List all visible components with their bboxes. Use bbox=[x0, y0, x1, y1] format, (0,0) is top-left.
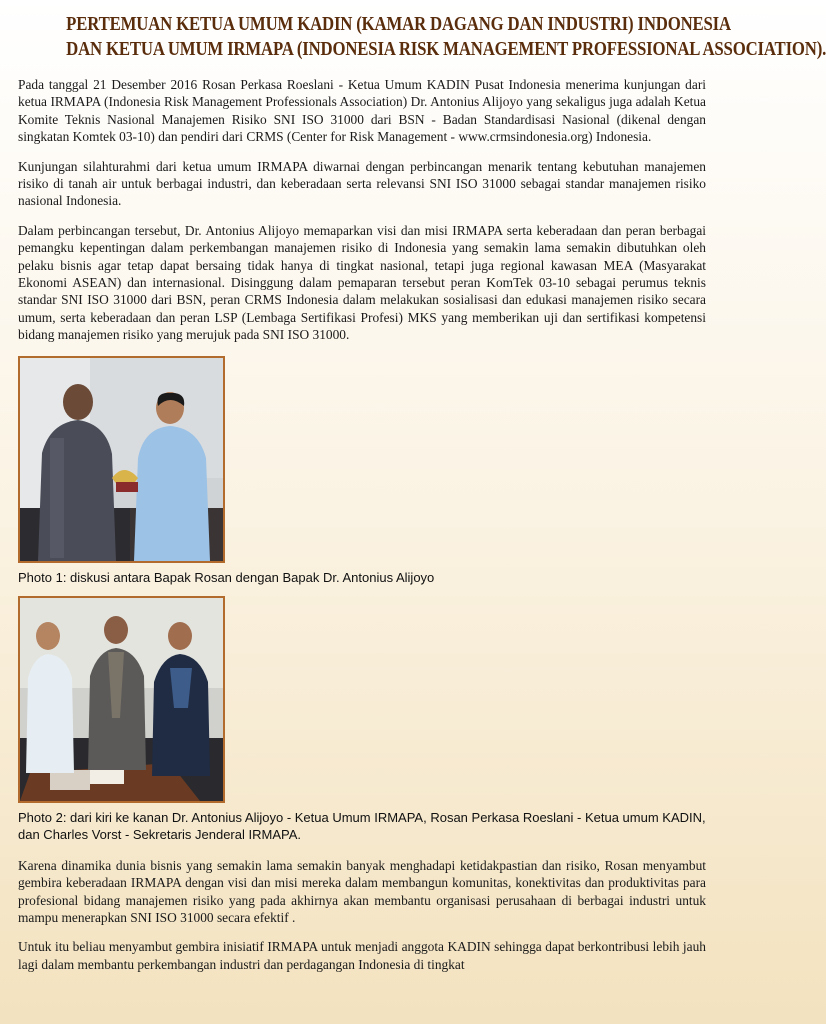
paragraph-5: Untuk itu beliau menyambut gembira inisiatif IRMAPA untuk menjadi anggota KADIN sehingga dapat berkontribusi lebih jauh lagi dalam membantu perkembangan industri dan perdagangan Indonesia di tingkat bbox=[18, 939, 706, 972]
photo-2 bbox=[18, 596, 225, 803]
photo-2-caption: Photo 2: dari kiri ke kanan Dr. Antonius Alijoyo - Ketua Umum IRMAPA, Rosan Perkasa Roeslani - Ketua umum KADIN, dan Charles Vorst - Sekretaris Jenderal IRMAPA. bbox=[18, 809, 706, 842]
paragraph-1: Pada tanggal 21 Desember 2016 Rosan Perkasa Roeslani - Ketua Umum KADIN Pusat Indonesia menerima kunjungan dari ketua IRMAPA (Indonesia Risk Management Professionals Association) Dr. Antonius Alijoyo yang sekaligus juga adalah Ketua Komite Teknis Nasional Manajemen Risiko SNI ISO 31000 dari BSN - Badan Standardisasi Nasional (dikenal dengan singkatan Komtek 03-10) dan pendiri dari CRMS (Center for Risk Management - www.crmsindonesia.org) Indonesia. bbox=[18, 77, 706, 145]
photo-1-caption: Photo 1: diskusi antara Bapak Rosan dengan Bapak Dr. Antonius Alijoyo bbox=[18, 569, 435, 585]
photo-1 bbox=[18, 356, 225, 563]
paragraph-3: Dalam perbincangan tersebut, Dr. Antonius Alijoyo memaparkan visi dan misi IRMAPA serta keberadaan dan peran berbagai pemangku kepentingan dalam perkembangan manajemen risiko di Indonesia yang semakin lama semakin dibutuhkan oleh pelaku bisnis agar tetap dapat bersaing tidak hanya di tingkat nasional, tetapi juga regional kawasan MEA (Masyarakat Ekonomi ASEAN) dan internasional. Disinggung dalam pemaparan tersebut peran KomTek 03-10 sebagai perumus teknis standar SNI ISO 31000 dari BSN, peran CRMS Indonesia dalam melakukan sosialisasi dan edukasi manajemen risiko secara umum, serta keberadaan dan peran LSP (Lembaga Sertifikasi Profesi) MKS yang memberikan uji dan sertifikasi kompetensi bidang manajemen risiko yang merujuk pada SNI ISO 31000. bbox=[18, 222, 706, 343]
article-title bbox=[66, 12, 826, 62]
photo-1-image bbox=[20, 358, 223, 561]
paragraph-2: Kunjungan silahturahmi dari ketua umum IRMAPA diwarnai dengan perbincangan menarik tentang kebutuhan manajemen risiko di tanah air untuk berbagai industri, dan keberadaan serta relevansi SNI ISO 31000 sebagai standar manajemen risiko nasional Indonesia. bbox=[18, 158, 706, 209]
article bbox=[18, 12, 826, 985]
title-line-1: PERTEMUAN KETUA UMUM KADIN (KAMAR DAGANG DAN INDUSTRI) INDONESIA bbox=[66, 14, 731, 35]
paragraph-4: Karena dinamika dunia bisnis yang semakin lama semakin banyak menghadapi ketidakpastian dan risiko, Rosan menyambut gembira keberadaan IRMAPA dengan visi dan misi mereka dalam membangun komunitas, konektivitas dan produktivitas para profesional bidang manajemen risiko yang pada akhirnya akan membantu organisasi perusahaan di berbagai industri untuk mampu menerapkan SNI ISO 31000 secara efektif . bbox=[18, 857, 706, 925]
title-line-2: DAN KETUA UMUM IRMAPA (INDONESIA RISK MANAGEMENT PROFESSIONAL ASSOCIATION). bbox=[66, 39, 826, 60]
photo-2-image bbox=[20, 598, 223, 801]
